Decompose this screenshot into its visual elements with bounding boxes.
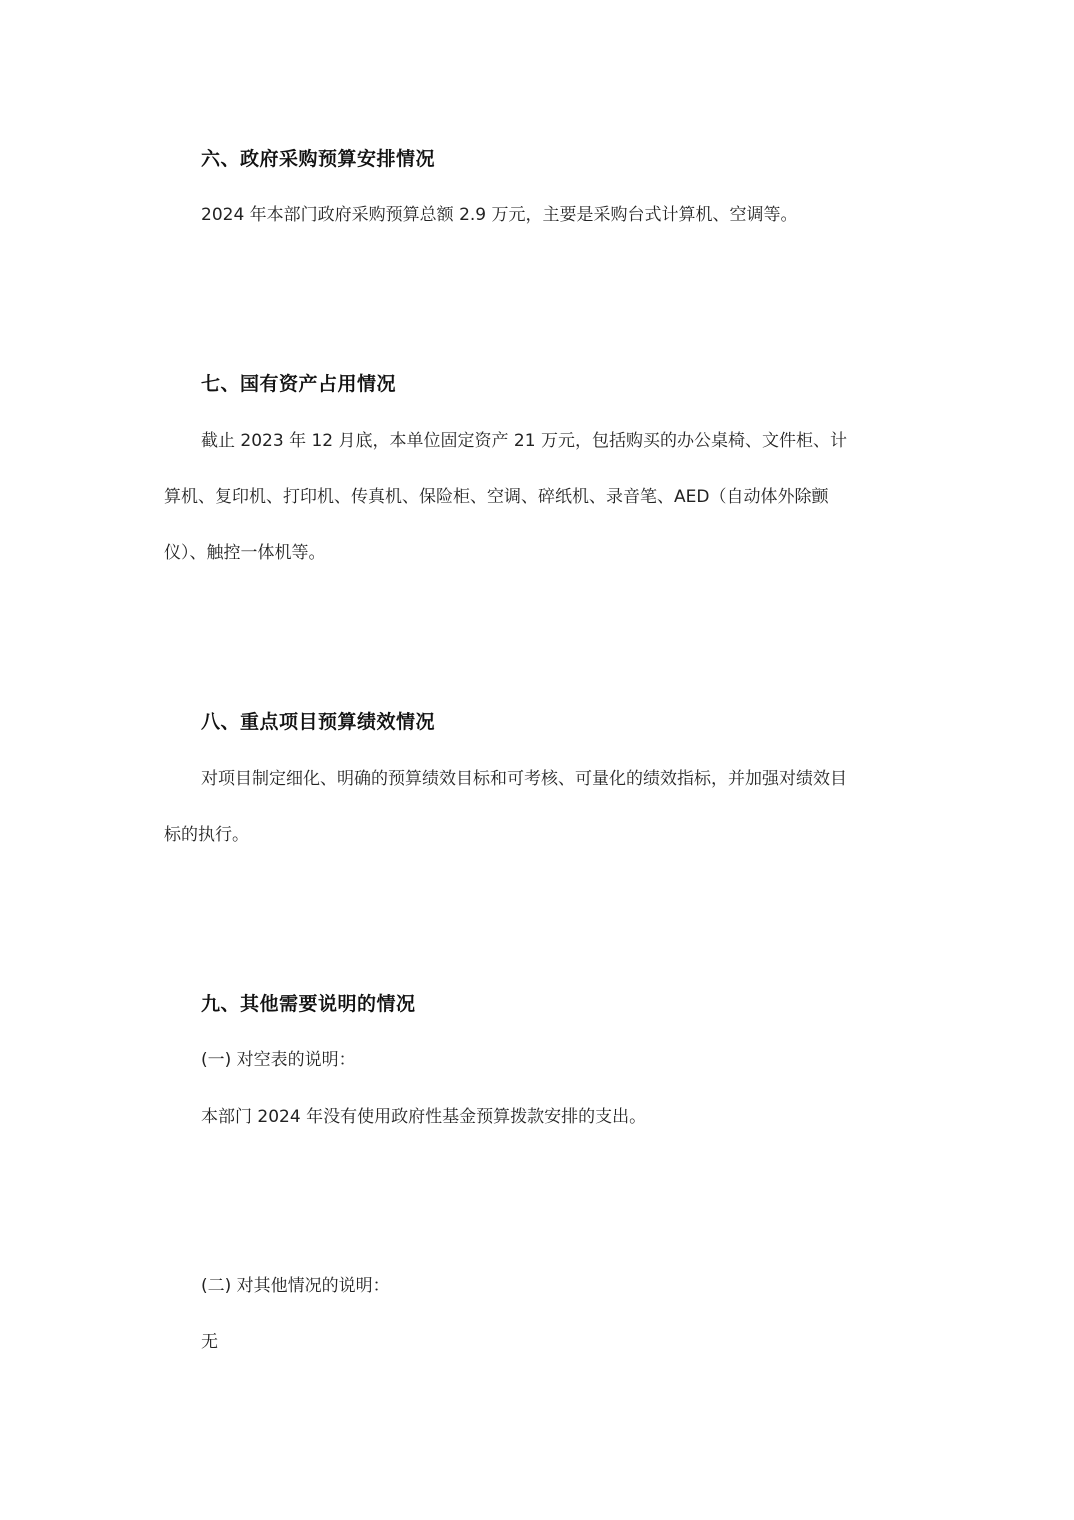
section-paragraph-assets-line-3: 仪）、触控一体机等。 — [164, 543, 326, 563]
section-paragraph-performance-line-1: 对项目制定细化、明确的预算绩效目标和可考核、可量化的绩效指标，并加强对绩效目 — [201, 769, 847, 789]
subsection-text-other-situations: 无 — [201, 1332, 218, 1352]
section-paragraph-assets-line-2: 算机、复印机、打印机、传真机、保险柜、空调、碎纸机、录音笔、AED（自动体外除颤 — [164, 487, 829, 507]
section-paragraph-procurement: 2024 年本部门政府采购预算总额 2.9 万元，主要是采购台式计算机、空调等。 — [201, 205, 798, 225]
section-heading-procurement: 六、政府采购预算安排情况 — [201, 148, 436, 170]
section-heading-other: 九、其他需要说明的情况 — [201, 993, 416, 1015]
section-paragraph-performance-line-2: 标的执行。 — [164, 825, 249, 845]
subsection-text-empty-tables: 本部门 2024 年没有使用政府性基金预算拨款安排的支出。 — [201, 1107, 647, 1127]
section-paragraph-assets-line-1: 截止 2023 年 12 月底，本单位固定资产 21 万元，包括购买的办公桌椅、文件柜、计 — [201, 431, 847, 451]
subsection-label-empty-tables: (一) 对空表的说明： — [201, 1050, 356, 1070]
subsection-label-other-situations: (二) 对其他情况的说明： — [201, 1276, 390, 1296]
section-heading-assets: 七、国有资产占用情况 — [201, 373, 397, 395]
section-heading-performance: 八、重点项目预算绩效情况 — [201, 711, 436, 733]
